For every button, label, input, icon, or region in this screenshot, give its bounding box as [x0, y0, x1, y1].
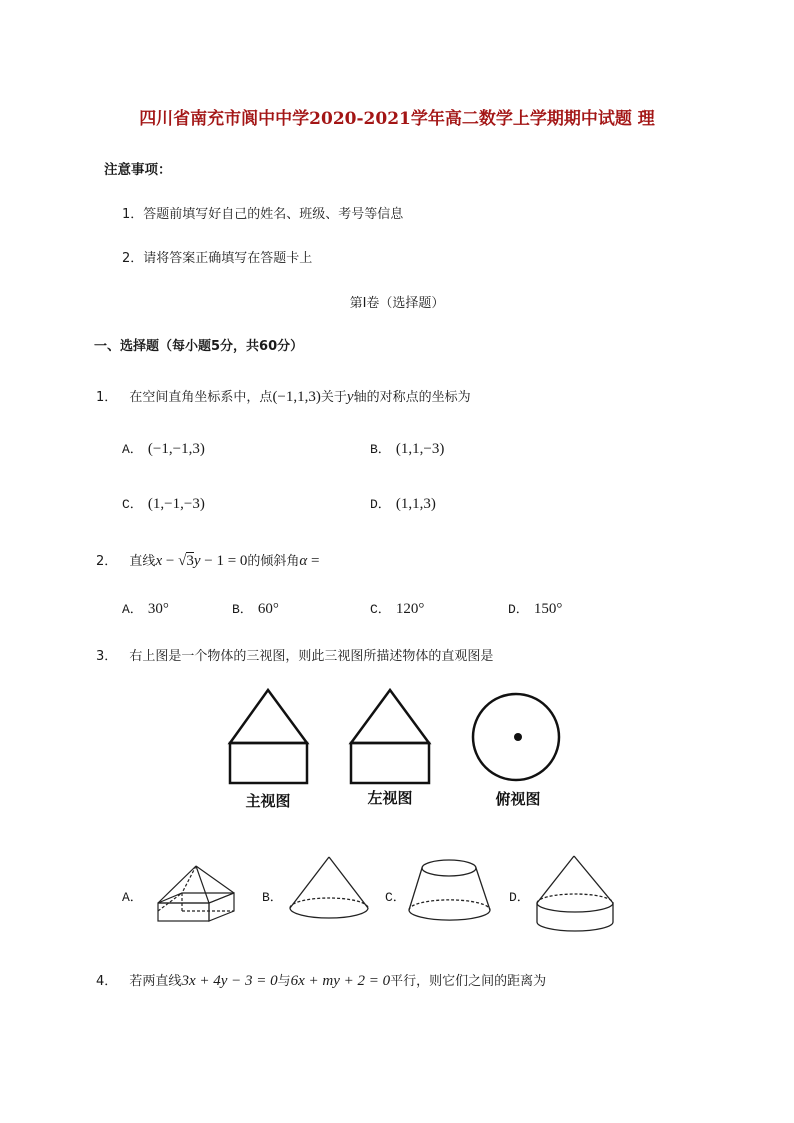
axis-variable: y [346, 389, 354, 405]
equation-y: y [193, 553, 201, 569]
equals-sign: = [307, 553, 320, 569]
cone-icon [290, 857, 368, 918]
cone-on-cylinder-icon [537, 856, 613, 931]
option-label: D． [370, 497, 391, 512]
option-label: B． [370, 442, 391, 457]
front-view-icon [230, 690, 307, 783]
option-value: 120° [395, 601, 425, 617]
option-a[interactable] [122, 886, 143, 905]
notes-heading: 注意事项： [104, 162, 172, 178]
option-label: C． [370, 602, 391, 617]
option-value: (−1,−1,3) [147, 441, 205, 457]
option-c[interactable] [385, 886, 406, 905]
side-view-icon [351, 690, 429, 783]
question-text: 在空间直角坐标系中，点 [129, 390, 273, 405]
option-value: (1,1,3) [395, 496, 436, 512]
option-label: B． [262, 890, 283, 905]
sqrt-radicand: 3 [186, 553, 194, 569]
option-label: C． [122, 497, 143, 512]
question-number: 4． [96, 974, 118, 989]
question-number: 3． [96, 649, 118, 664]
top-view-icon [473, 694, 559, 780]
option-label: D． [509, 890, 530, 905]
question-text: 关于 [320, 390, 347, 405]
option-label: A． [122, 890, 143, 905]
equation-2: 6x + my + 2 = 0 [290, 973, 391, 989]
top-view-label: 俯视图 [495, 790, 541, 808]
option-label: D． [508, 602, 529, 617]
front-view-label: 主视图 [245, 792, 291, 810]
question-text: 直线 [129, 554, 156, 569]
option-value: 30° [147, 601, 169, 617]
question-text: 轴的对称点的坐标为 [353, 390, 471, 405]
sqrt-symbol: √ [178, 553, 187, 569]
pyramid-prism-icon [158, 866, 234, 921]
option-label: B． [232, 602, 253, 617]
option-label: A． [122, 602, 143, 617]
question-text: 的倾斜角 [247, 554, 300, 569]
option-label: A． [122, 442, 143, 457]
question-text: 平行，则它们之间的距离为 [390, 974, 547, 989]
frustum-icon [409, 860, 490, 920]
option-value: (1,−1,−3) [147, 496, 205, 512]
option-value: (1,1,−3) [395, 441, 445, 457]
option-label: C． [385, 890, 406, 905]
option-b[interactable] [262, 886, 283, 905]
question-number: 1． [96, 390, 118, 405]
equation-1: 3x + 4y − 3 = 0 [181, 973, 278, 989]
alpha-symbol: α [299, 553, 308, 569]
point-coordinates: (−1,1,3) [272, 389, 321, 405]
equation-minus: − [162, 553, 179, 569]
option-value: 150° [533, 601, 563, 617]
question-number: 2． [96, 554, 118, 569]
section-title: 一、选择题（每小题5分，共60分） [94, 339, 304, 354]
question-text: 右上图是一个物体的三视图，则此三视图所描述物体的直观图是 [129, 649, 494, 664]
page-title: 四川省南充市阆中中学2020-2021学年高二数学上学期期中试题 理 [139, 109, 655, 129]
question-4 [96, 970, 546, 990]
equation-rest: − 1 = 0 [200, 553, 248, 569]
notes-item: 2．请将答案正确填写在答题卡上 [122, 251, 313, 266]
question-text: 与 [277, 974, 291, 989]
option-d[interactable] [509, 886, 530, 905]
side-view-label: 左视图 [367, 789, 413, 807]
part-title: 第I卷（选择题） [349, 296, 445, 311]
equation-x: x [155, 553, 163, 569]
question-text: 若两直线 [129, 974, 182, 989]
option-value: 60° [257, 601, 279, 617]
notes-item: 1．答题前填写好自己的姓名、班级、考号等信息 [122, 207, 404, 222]
